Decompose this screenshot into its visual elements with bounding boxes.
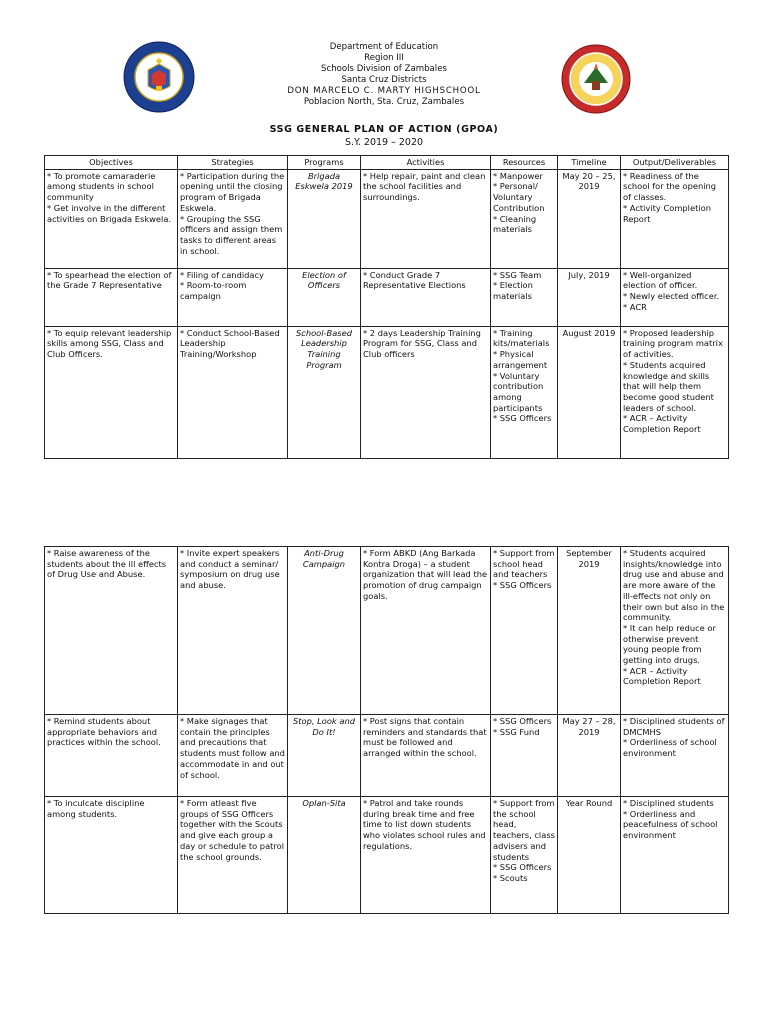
cell-line: * Remind students about appropriate behaviors and practices within the school. <box>47 716 161 748</box>
cell-line: * Grouping the SSG officers and assign them tasks to different areas in school. <box>180 213 283 256</box>
cell-line: * ACR <box>623 301 647 312</box>
cell-line: Anti-Drug Campaign <box>302 548 346 569</box>
cell-line: * To spearhead the election of the Grade 7 Representative <box>47 269 172 291</box>
cell-line: * Proposed leadership training program matrix of activities. <box>623 327 723 360</box>
cell-strategies <box>178 547 288 715</box>
cell-line: * Physical arrangement <box>493 349 548 370</box>
cell-activities <box>361 715 491 797</box>
cell-line: * Make signages that contain the principles and precautions that students must follow and accommodate in and out of school. <box>180 716 285 780</box>
cell-line: * Readiness of the school for the opening of classes. <box>623 170 717 203</box>
cell-resources <box>491 326 558 458</box>
cell-line: * Raise awareness of the students about the ill effects of Drug Use and Abuse. <box>47 548 167 580</box>
cell-resources <box>491 169 558 268</box>
cell-line: * Conduct School-Based Leadership Training/Workshop <box>180 327 280 360</box>
cell-line: * Form atleast five groups of SSG Officers together with the Scouts and give each group a day or schedule to patrol the school grounds. <box>180 798 285 862</box>
cell-line: * SSG Team <box>493 269 542 280</box>
cell-resources <box>491 547 558 715</box>
cell-line: * Voluntary contribution among participants <box>493 370 544 413</box>
cell-strategies <box>178 797 288 914</box>
cell-objectives <box>45 169 178 268</box>
cell-line: * 2 days Leadership Training Program for SSG, Class and Club officers <box>363 327 481 360</box>
col-header-resources: Resources <box>491 156 558 170</box>
cell-output <box>621 268 729 326</box>
table-row <box>45 169 729 268</box>
cell-line: School-Based Leadership Training Program <box>295 327 352 370</box>
cell-objectives <box>45 797 178 914</box>
table-row <box>45 715 729 797</box>
cell-activities <box>361 797 491 914</box>
letterhead <box>0 42 768 108</box>
cell-line: * Form ABKD (Ang Barkada Kontra Droga) – a student organization that will lead the promotion of drug campaign goals. <box>363 548 488 601</box>
cell-objectives <box>45 268 178 326</box>
document-title: SSG GENERAL PLAN OF ACTION (GPOA) <box>269 124 499 135</box>
cell-resources <box>491 268 558 326</box>
cell-line: * Activity Completion Report <box>623 202 711 224</box>
cell-line: Stop, Look and Do It! <box>293 716 355 737</box>
cell-timeline <box>558 268 621 326</box>
cell-line: * Disciplined students <box>623 798 714 808</box>
cell-strategies <box>178 326 288 458</box>
header-line-address: Poblacion North, Sta. Cruz, Zambales <box>303 97 465 107</box>
cell-line: * Students acquired knowledge and skills that will help them become good student leaders of school. <box>623 359 714 413</box>
cell-activities <box>361 169 491 268</box>
cell-line: * Support from the school head, teachers, class advisers and students <box>493 798 555 862</box>
cell-line: * Cleaning materials <box>493 213 537 235</box>
cell-objectives <box>45 715 178 797</box>
cell-line: * It can help reduce or otherwise prevent young people from getting into drugs. <box>623 622 716 666</box>
col-header-timeline: Timeline <box>558 156 621 170</box>
cell-strategies <box>178 268 288 326</box>
cell-line: * Help repair, paint and clean the school facilities and surroundings. <box>363 170 486 203</box>
cell-line: May 20 – 25, 2019 <box>562 170 616 192</box>
cell-line: * Well-organized election of officer. <box>623 269 698 291</box>
cell-objectives <box>45 326 178 458</box>
cell-timeline <box>558 326 621 458</box>
cell-line: May 27 – 28, 2019 <box>562 716 616 737</box>
cell-line: Election of Officers <box>302 269 346 291</box>
cell-line: * Election materials <box>493 280 533 302</box>
cell-line: * Students acquired insights/knowledge into drug use and abuse and are more aware of the ill-effects not only on their own but also in the community. <box>623 548 725 623</box>
school-year: S.Y. 2019 – 2020 <box>344 137 424 148</box>
cell-line: * Filing of candidacy <box>180 269 264 280</box>
col-header-programs: Programs <box>288 156 361 170</box>
cell-activities <box>361 268 491 326</box>
cell-activities <box>361 547 491 715</box>
header-line-deped: Department of Education <box>329 42 439 52</box>
cell-activities <box>361 326 491 458</box>
cell-line: * Disciplined students of DMCMHS <box>623 716 725 737</box>
cell-line: * Post signs that contain reminders and standards that must be followed and arranged within the school. <box>363 716 487 759</box>
cell-line: * SSG Officers <box>493 862 552 873</box>
table-row <box>45 326 729 458</box>
header-line-region: Region III <box>364 53 404 63</box>
cell-line: August 2019 <box>562 327 616 338</box>
cell-line: Oplan-Sita <box>302 798 346 808</box>
cell-line: September 2019 <box>566 548 612 569</box>
table-row <box>45 547 729 715</box>
cell-strategies <box>178 715 288 797</box>
table-row <box>45 797 729 914</box>
cell-line: * Invite expert speakers and conduct a seminar/ symposium on drug use and abuse. <box>180 548 280 591</box>
cell-programs <box>288 268 361 326</box>
cell-line: * Room-to-room campaign <box>180 280 247 302</box>
cell-output <box>621 715 729 797</box>
table-row <box>45 268 729 326</box>
col-header-output: Output/Deliverables <box>621 156 729 170</box>
cell-line: * Training kits/materials <box>493 327 550 349</box>
header-line-division: Schools Division of Zambales <box>321 64 447 74</box>
cell-line: * SSG Officers <box>493 716 552 726</box>
cell-resources <box>491 797 558 914</box>
header-line-school: DON MARCELO C. MARTY HIGHSCHOOL <box>287 86 481 96</box>
cell-line: * Participation during the opening until the closing program of Brigada Eskwela. <box>180 170 285 213</box>
cell-line: * Orderliness and peacefulness of school environment <box>623 808 718 841</box>
cell-line: * Support from school head and teachers <box>493 548 555 580</box>
cell-line: * ACR – Activity Completion Report <box>623 665 701 687</box>
cell-line: * SSG Officers <box>493 580 552 591</box>
cell-line: Brigada Eskwela 2019 <box>295 170 353 192</box>
cell-line: * SSG Officers <box>493 413 552 424</box>
cell-line: * SSG Fund <box>493 726 540 737</box>
cell-output <box>621 326 729 458</box>
cell-strategies <box>178 169 288 268</box>
cell-timeline <box>558 547 621 715</box>
cell-output <box>621 169 729 268</box>
cell-line: * Conduct Grade 7 Representative Elections <box>363 269 466 291</box>
col-header-strategies: Strategies <box>178 156 288 170</box>
gpoa-table-page-1 <box>44 155 729 459</box>
cell-line: * Patrol and take rounds during break time and free time to list down students who violates school rules and regulations. <box>363 798 486 851</box>
cell-timeline <box>558 797 621 914</box>
cell-line: July, 2019 <box>568 269 610 280</box>
cell-timeline <box>558 169 621 268</box>
header-line-district: Santa Cruz Districts <box>341 75 427 85</box>
cell-line: Year Round <box>565 798 613 808</box>
cell-objectives <box>45 547 178 715</box>
cell-line: * Newly elected officer. <box>623 291 720 302</box>
cell-line: * Orderliness of school environment <box>623 737 717 759</box>
cell-programs <box>288 797 361 914</box>
cell-programs <box>288 715 361 797</box>
cell-output <box>621 797 729 914</box>
cell-line: * Get involve in the different activities on Brigada Eskwela. <box>47 202 172 224</box>
cell-line: * To equip relevant leadership skills among SSG, Class and Club Officers. <box>47 327 172 360</box>
cell-timeline <box>558 715 621 797</box>
cell-line: * To promote camaraderie among students in school community <box>47 170 156 203</box>
cell-programs <box>288 547 361 715</box>
cell-line: * Manpower <box>493 170 543 181</box>
cell-programs <box>288 326 361 458</box>
col-header-objectives: Objectives <box>45 156 178 170</box>
cell-output <box>621 547 729 715</box>
cell-line: * To inculcate discipline among students. <box>47 798 145 819</box>
gpoa-table-page-2 <box>44 546 729 914</box>
cell-programs <box>288 169 361 268</box>
cell-resources <box>491 715 558 797</box>
cell-line: * ACR – Activity Completion Report <box>623 413 701 435</box>
col-header-activities: Activities <box>361 156 491 170</box>
cell-line: * Scouts <box>493 872 528 883</box>
cell-line: * Personal/ Voluntary Contribution <box>493 181 545 213</box>
